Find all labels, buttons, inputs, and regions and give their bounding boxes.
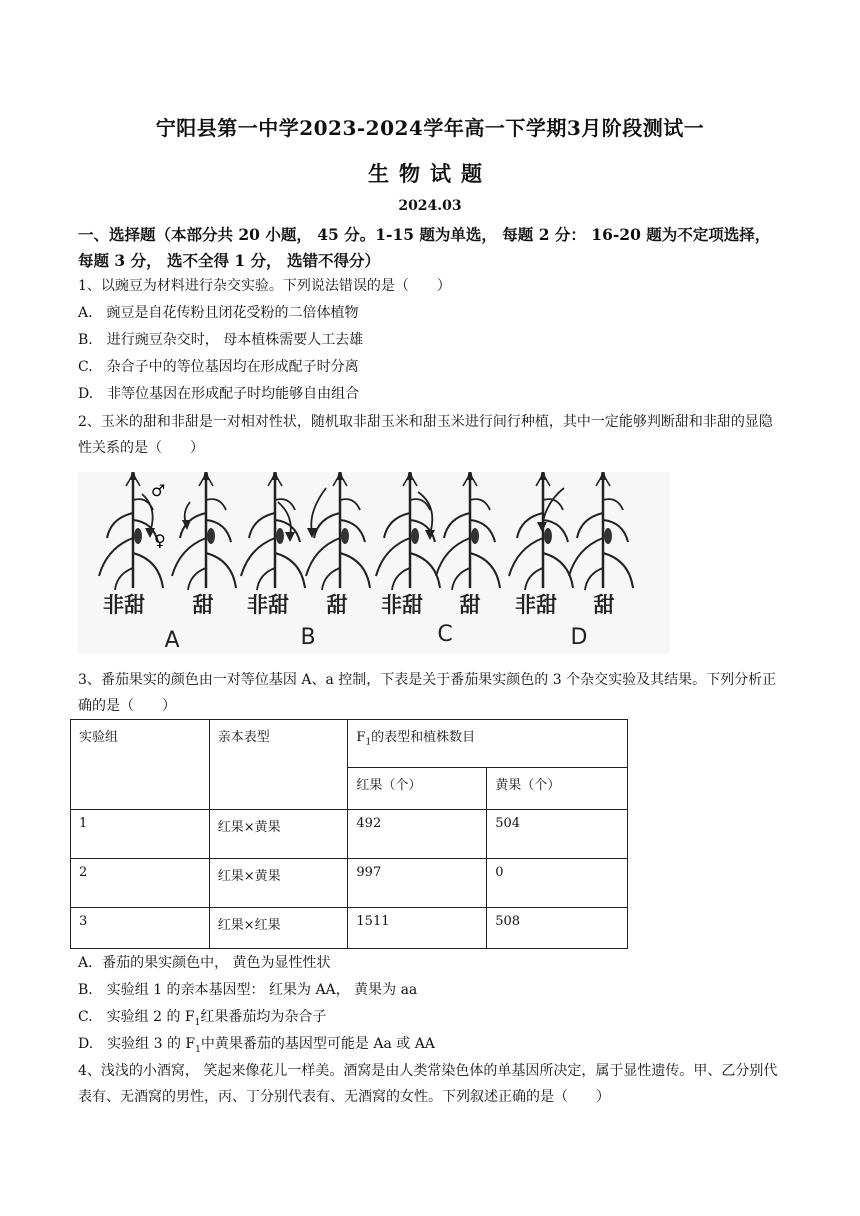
- question-3-option-b: B. 实验组 1 的亲本基因型： 红果为 AA， 黄果为 aa: [78, 982, 418, 998]
- group-label-c: C: [437, 622, 453, 647]
- group-label-b: B: [300, 625, 316, 650]
- tomato-cross-table: [70, 719, 628, 949]
- table-row: 1 红果×黄果 492 504: [71, 810, 628, 859]
- corn-pollination-figure: [78, 472, 670, 654]
- male-symbol: ♂: [151, 481, 166, 500]
- exam-date: 2024.03: [398, 198, 462, 214]
- plant-label: 甜: [326, 593, 348, 617]
- plant-non-sweet-b: [241, 472, 305, 590]
- table-row: 3 红果×红果 1511 508: [71, 908, 628, 949]
- plant-sweet-b: [306, 472, 370, 590]
- plant-label: 甜: [192, 593, 214, 617]
- question-1-option-d: D. 非等位基因在形成配子时均能够自由组合: [78, 386, 360, 402]
- plant-non-sweet-d: [509, 472, 573, 590]
- female-symbol: ♀: [154, 531, 166, 550]
- plant-sweet-d: [569, 472, 633, 590]
- plant-sweet-a: [172, 472, 236, 590]
- header-yellow: 黄果（个）: [487, 768, 628, 810]
- plant-label: 非甜: [247, 593, 289, 617]
- header-group: 实验组: [71, 720, 210, 810]
- question-1-option-a: A. 豌豆是自花传粉且闭花受粉的二倍体植物: [78, 305, 359, 321]
- group-label-a: A: [164, 628, 180, 653]
- corn-plants-illustration: [78, 472, 670, 654]
- plant-label: 甜: [593, 593, 615, 617]
- header-red: 红果（个）: [348, 768, 487, 810]
- plant-sweet-c: [436, 472, 500, 590]
- arrow-c-cross: [418, 492, 432, 534]
- plant-label: 非甜: [381, 593, 423, 617]
- page-title: 宁阳县第一中学2023-2024学年高一下学期3月阶段测试一: [155, 116, 705, 140]
- section-heading: 一、选择题（本部分共 20 小题， 45 分。1-15 题为单选， 每题 2 分： 16-20 题为不定项选择， 每题 3 分， 选不全得 1 分， 选错不得分）: [78, 225, 771, 270]
- header-f1: $F_1$的表型和植株数目: [348, 720, 628, 768]
- question-1-option-b: B. 进行豌豆杂交时， 母本植株需要人工去雄: [78, 332, 364, 348]
- question-2-stem: 2、玉米的甜和非甜是一对相对性状，随机取非甜玉米和甜玉米进行间行种植，其中一定能够判断甜和非甜的显隐性关系的是（ ）: [78, 414, 773, 456]
- question-4-stem: 4、浅浅的小酒窝， 笑起来像花儿一样美。酒窝是由人类常染色体的单基因所决定，属于显性遗传。甲、乙分别代表有、无酒窝的男性，丙、丁分别代表有、无酒窝的女性。下列叙述正确的是（ ）: [78, 1063, 778, 1105]
- header-parents: 亲本表型: [209, 720, 348, 810]
- question-3-option-d: D. 实验组 3 的 $F_1$中黄果番茄的基因型可能是 Aa 或 AA: [78, 1036, 435, 1055]
- subject-title: 生物试题: [368, 161, 492, 186]
- table-row: 2 红果×黄果 997 0: [71, 859, 628, 908]
- plant-label: 非甜: [103, 593, 145, 617]
- question-3-option-c: C. 实验组 2 的 $F_1$红果番茄均为杂合子: [78, 1009, 327, 1028]
- question-3-option-a: A．番茄的果实颜色中， 黄色为显性性状: [78, 955, 331, 971]
- plant-label: 非甜: [515, 593, 557, 617]
- plant-label: 甜: [459, 593, 481, 617]
- question-1-stem: 1、以豌豆为材料进行杂交实验。下列说法错误的是（ ）: [78, 278, 451, 294]
- question-3-stem: 3、番茄果实的颜色由一对等位基因 A、a 控制，下表是关于番茄果实颜色的 3 个杂交实验及其结果。下列分析正确的是（ ）: [78, 672, 777, 714]
- group-label-d: D: [570, 625, 588, 650]
- question-1-option-c: C. 杂合子中的等位基因均在形成配子时分离: [78, 359, 359, 375]
